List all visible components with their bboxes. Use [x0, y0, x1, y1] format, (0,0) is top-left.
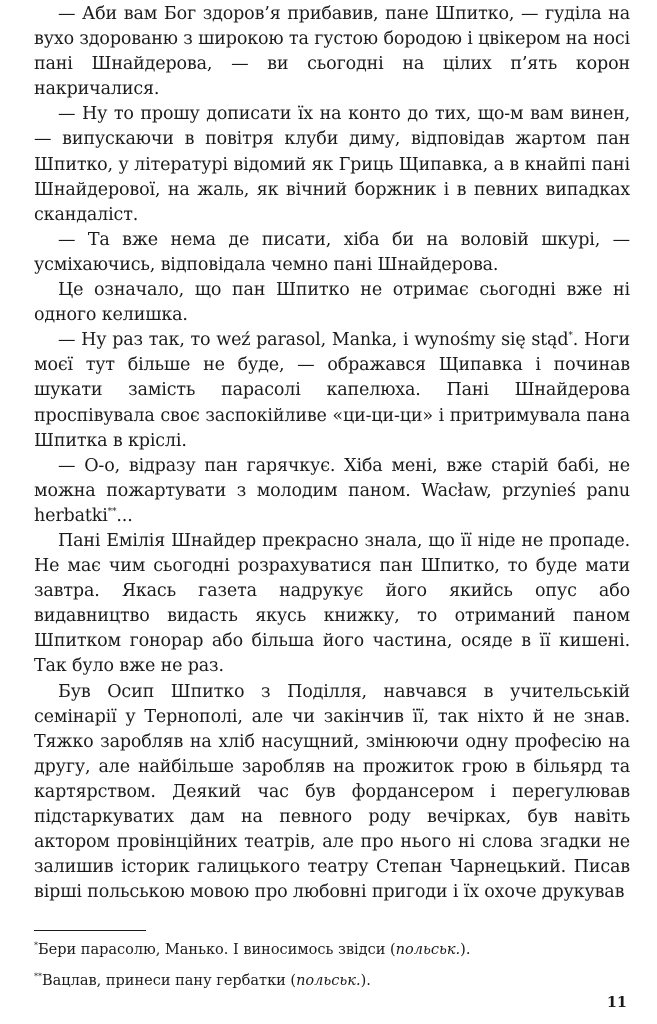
footnote: **Вацлав, принеси пану гербатки (польськ.).: [34, 972, 371, 989]
footnote-divider: [34, 930, 146, 931]
footnote-mark: **: [34, 972, 42, 981]
paragraph: — Та вже нема де писати, хіба би на воловій шкурі, — усміхаючись, відповідала чемно пані Шнайдерова.: [34, 229, 630, 275]
paragraph: Це означало, що пан Шпитко не отримає сьогодні вже ні одного келишка.: [34, 280, 630, 326]
footnote-marker: *: [568, 331, 573, 342]
footnote-mark: *: [34, 941, 38, 950]
footnote-marker: **: [107, 506, 117, 517]
footnote: *Бери парасолю, Манько. І виносимось звідси (польськ.).: [34, 941, 471, 958]
footnotes: [34, 935, 630, 997]
main-text: [34, 2, 630, 905]
paragraph: — О-о, відразу пан гарячкує. Хіба мені, вже старій бабі, не можна пожартувати з молодим паном. Wacław, przynieś panu herbatki**...: [34, 455, 630, 526]
paragraph: — Ну то прошу дописати їх на конто до тих, що-м вам винен, — випускаючи в повітря клуби диму, відповідав жартом пан Шпитко, у літературі відомий як Гриць Щипавка, а в кнайпі пані Шнайдерової, на жаль, як вічний боржник і в певних випадках скандаліст.: [34, 104, 630, 225]
page-number: 11: [606, 994, 627, 1011]
paragraph: — Ну раз так, то weź parasol, Manka, i wynośmy się stąd*. Ноги моєї тут більше не буде, — ображався Щипавка і починав шукати замість парасолі капелюха. Пані Шнайдерова проспівувала своє заспокійливе «ци-ци-ци» і притримувала пана Шпитка в кріслі.: [34, 330, 631, 451]
paragraph: Пані Емілія Шнайдер прекрасно знала, що її ніде не пропаде. Не має чим сьогодні розрахуватися пан Шпитко, то буде мати завтра. Якась газета надрукує його якийсь опус або видавництво видасть якусь книжку, то отриманий паном Шпитком гонорар або більша його частина, осяде в її кишені. Так було вже не раз.: [34, 530, 630, 677]
paragraph: Був Осип Шпитко з Поділля, навчався в учительській семінарії у Тернополі, але чи закінчив її, так ніхто й не знав. Тяжко заробляв на хліб насущний, змінюючи одну професію на другу, але найбільше заробляв на прожиток грою в більярд та картярством. Деякий час був фордансером і перегулював підстаркуватих дам на певного роду вечірках, був навіть актором провінційних театрів, але про нього ні слова згадки не залишив історик галицького театру Степан Чарнецький. Писав вірші польською мовою про любовні пригоди і їх охоче друкував: [34, 681, 630, 903]
paragraph: — Аби вам Бог здоров’я прибавив, пане Шпитко, — гуділа на вухо здорованю з широкою та густою бородою і цвікером на носі пані Шнайдерова, — ви сьогодні на цілих п’ять корон накричалися.: [34, 4, 630, 100]
